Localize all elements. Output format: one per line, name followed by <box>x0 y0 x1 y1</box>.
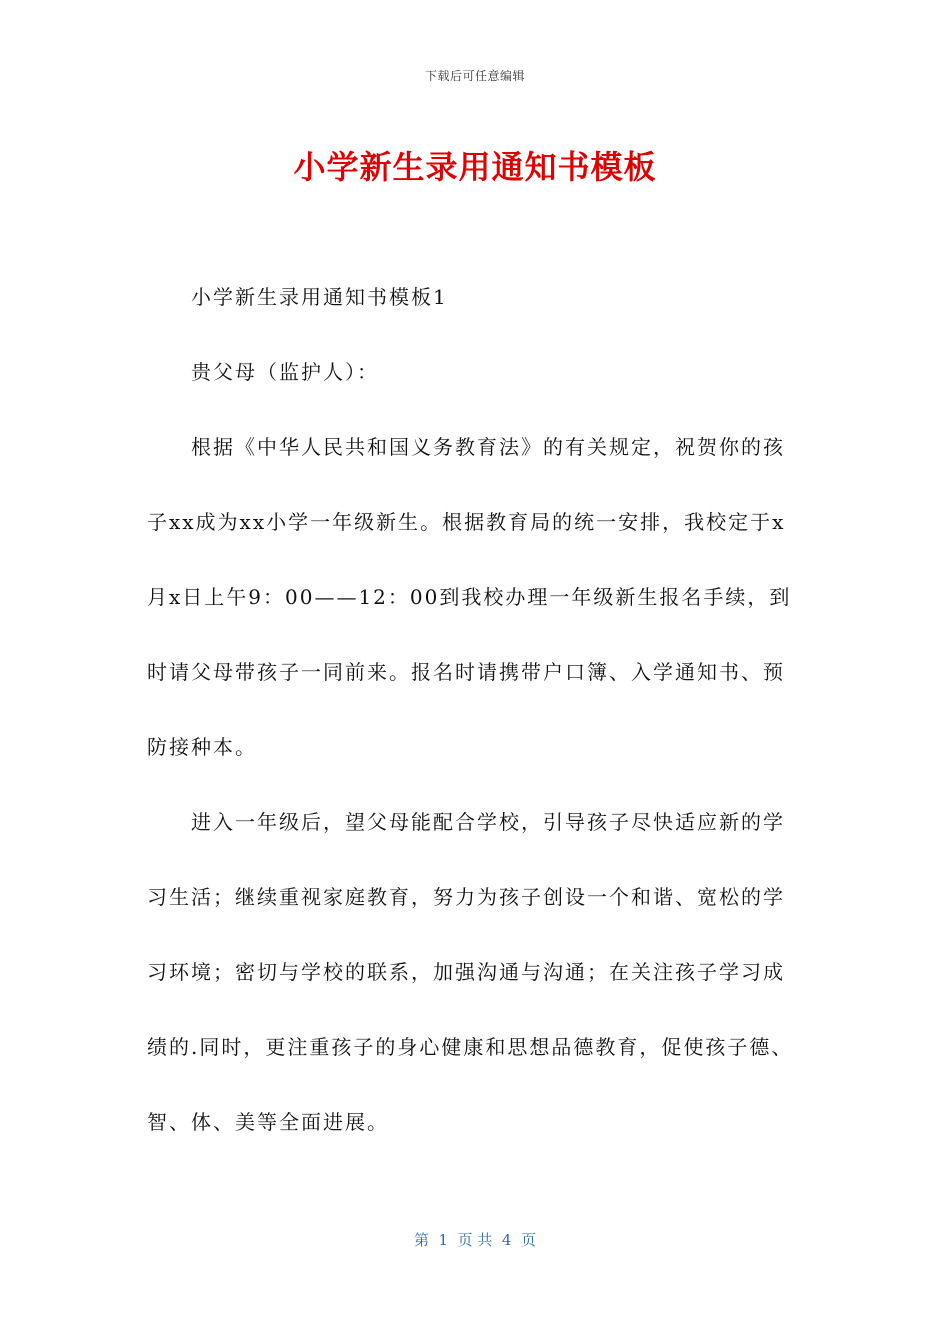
paragraph-line: 根据《中华人民共和国义务教育法》的有关规定，祝贺你的孩 <box>191 435 785 459</box>
document-body <box>147 279 809 1179</box>
document-title: 小学新生录用通知书模板 <box>293 148 657 186</box>
header-note: 下载后可任意编辑 <box>424 69 525 83</box>
paragraph-line: 子xx成为xx小学一年级新生。根据教育局的统一安排，我校定于x <box>147 510 786 534</box>
paragraph-line: 习生活；继续重视家庭教育，努力为孩子创设一个和谐、宽松的学 <box>147 885 785 909</box>
paragraph-line: 防接种本。 <box>147 735 257 759</box>
paragraph-line: 进入一年级后，望父母能配合学校，引导孩子尽快适应新的学 <box>191 810 785 834</box>
page-number-footer: 第 1 页 共 4 页 <box>414 1231 536 1249</box>
paragraph-line: 时请父母带孩子一同前来。报名时请携带户口簿、入学通知书、预 <box>147 660 785 684</box>
salutation: 贵父母（监护人）： <box>191 360 379 384</box>
paragraph-line: 习环境；密切与学校的联系，加强沟通与沟通；在关注孩子学习成 <box>147 960 785 984</box>
paragraph-line: 智、体、美等全面进展。 <box>147 1110 389 1134</box>
paragraph-line: 月x日上午9：00——12：00到我校办理一年级新生报名手续，到 <box>147 585 792 609</box>
section-heading: 小学新生录用通知书模板1 <box>191 285 448 309</box>
paragraph-line: 绩的.同时，更注重孩子的身心健康和思想品德教育，促使孩子德、 <box>147 1035 794 1059</box>
